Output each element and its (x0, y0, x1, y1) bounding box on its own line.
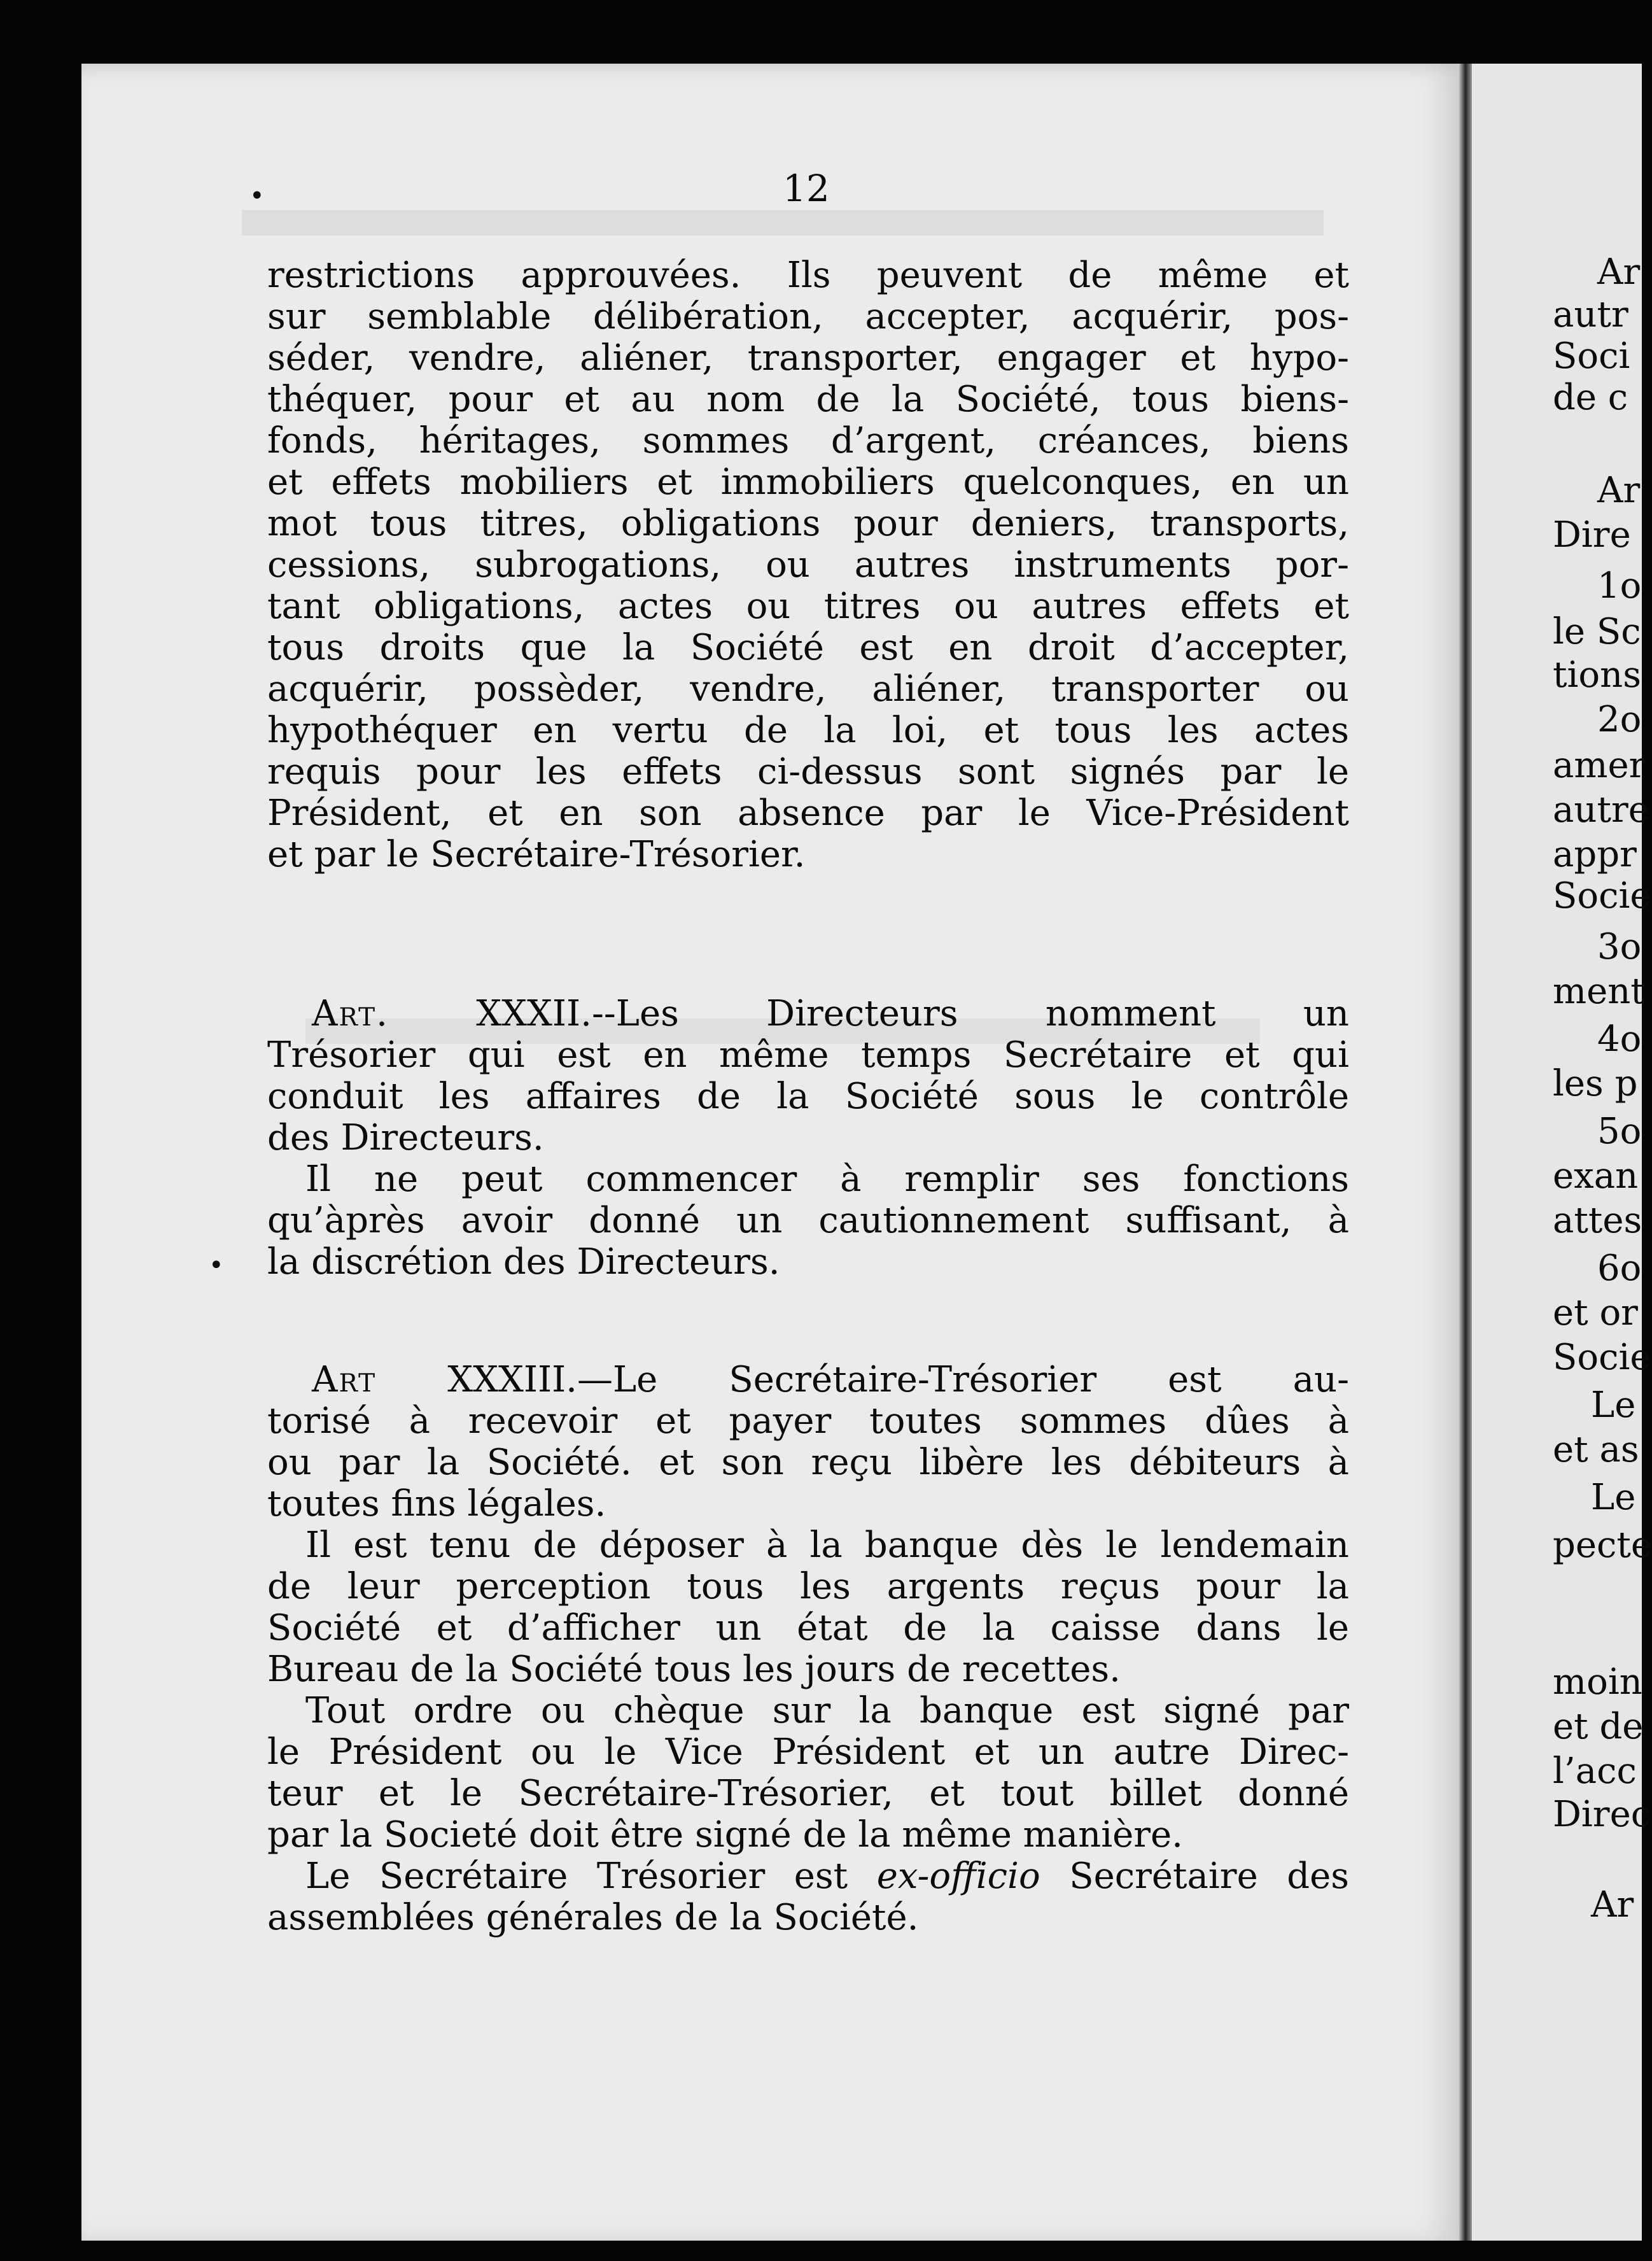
article-32 (267, 993, 1349, 1283)
article-heading-line (267, 1359, 1349, 1400)
right-page-fragment: 6o (1597, 1248, 1642, 1289)
text-line: Société et d’afficher un état de la caisse dans le (267, 1607, 1349, 1649)
article-number: XXXIII. (447, 1359, 577, 1400)
right-page-fragment: appr (1553, 834, 1637, 875)
text-line: —Le Secrétaire-Trésorier est au- (577, 1359, 1349, 1400)
text-line: ou par la Société. et son reçu libère les débiteurs à (267, 1442, 1349, 1483)
right-page-fragment: et as (1553, 1429, 1639, 1470)
article-heading-line (267, 993, 1349, 1034)
latin-term: ex-officio (876, 1856, 1040, 1897)
right-page-fragment: 3o (1597, 926, 1642, 968)
text-line: Tout ordre ou chèque sur la banque est signé par (305, 1690, 1349, 1731)
right-page-fragment: Soci (1553, 335, 1630, 377)
article-33 (267, 1359, 1349, 1938)
text-line: Bureau de la Société tous les jours de recettes. (267, 1649, 1121, 1690)
text-line: tant obligations, actes ou titres ou autres effets et (267, 586, 1349, 627)
right-page-fragment: Dire (1553, 514, 1631, 556)
text-line: la discrétion des Directeurs. (267, 1241, 780, 1283)
text-line: mot tous titres, obligations pour deniers, transports, (267, 503, 1349, 544)
text-line: --Les Directeurs nomment un (591, 993, 1349, 1034)
text-line: cessions, subrogations, ou autres instruments por- (267, 544, 1349, 586)
text-line: tous droits que la Société est en droit d’accepter, (267, 627, 1349, 668)
text-line: requis pour les effets ci-dessus sont signés par le (267, 751, 1349, 792)
text-line: torisé à recevoir et payer toutes sommes dûes à (267, 1400, 1349, 1442)
text-line: de leur perception tous les argents reçus pour la (267, 1566, 1349, 1607)
right-page-fragment: 2o (1597, 699, 1642, 740)
text-fragment: Le Secrétaire Trésorier est (305, 1856, 877, 1897)
text-line: des Directeurs. (267, 1117, 544, 1159)
text-line: fonds, héritages, sommes d’argent, créances, biens (267, 420, 1349, 461)
right-page-fragment: les p (1553, 1063, 1638, 1104)
text-line: le Président ou le Vice Président et un autre Direc- (267, 1731, 1349, 1773)
text-fragment: Secrétaire des (1040, 1856, 1349, 1897)
text-line: acquérir, possèder, vendre, aliéner, transporter ou (267, 668, 1349, 710)
right-page-fragment: ment (1553, 971, 1645, 1012)
text-line: restrictions approuvées. Ils peuvent de même et (267, 255, 1349, 296)
text-line: théquer, pour et au nom de la Société, tous biens- (267, 379, 1349, 420)
right-page-fragment: attes (1553, 1200, 1642, 1241)
right-page-fragment: le Sc (1553, 611, 1641, 652)
right-page-fragment: exan (1553, 1155, 1639, 1197)
right-page-fragment: Le (1591, 1384, 1636, 1426)
text-line: conduit les affaires de la Société sous le contrôle (267, 1076, 1349, 1117)
right-page-fragment: tions (1553, 654, 1641, 696)
paragraph-continuation (267, 255, 1349, 875)
right-page-fragment: 1o (1597, 565, 1642, 607)
right-page-fragment: Ar (1591, 1884, 1634, 1926)
margin-mark: • (249, 181, 265, 211)
right-page-fragment: autr (1553, 294, 1628, 335)
text-line: Il est tenu de déposer à la banque dès le lendemain (305, 1525, 1349, 1566)
bleed-through-texture (242, 210, 1324, 236)
text-line: et par le Secrétaire-Trésorier. (267, 834, 806, 875)
right-page-fragment: moin (1553, 1661, 1642, 1703)
text-line: Président, et en son absence par le Vice-Président (267, 792, 1349, 834)
text-line: et effets mobiliers et immobiliers quelconques, en un (267, 461, 1349, 503)
right-page-fragment: Ar (1597, 251, 1641, 293)
right-page-fragment: autre (1553, 789, 1649, 831)
text-line: séder, vendre, aliéner, transporter, engager et hypo- (267, 337, 1349, 379)
article-label: Art (312, 1359, 377, 1400)
right-page-fragment: Socie (1553, 1337, 1651, 1378)
right-page-fragment: pecte (1553, 1525, 1652, 1566)
text-line: teur et le Secrétaire-Trésorier, et tout billet donné (267, 1773, 1349, 1814)
text-line: sur semblable délibération, accepter, acquérir, pos- (267, 296, 1349, 337)
right-page-fragment: et or (1553, 1292, 1638, 1334)
right-page-fragment: l’acc (1553, 1750, 1637, 1792)
text-line: Trésorier qui est en même temps Secrétaire et qui (267, 1034, 1349, 1076)
right-page-fragment: et de (1553, 1706, 1644, 1747)
right-page-fragment: amer (1553, 745, 1646, 786)
right-page-fragment: Le (1591, 1477, 1636, 1518)
right-page-fragment: Ar (1597, 470, 1641, 511)
text-line (267, 1856, 1349, 1897)
article-number: XXXII. (476, 993, 592, 1034)
book-gutter (1459, 64, 1472, 2241)
text-line: Il ne peut commencer à remplir ses fonctions (305, 1159, 1349, 1200)
text-line: par la Societé doit être signé de la même manière. (267, 1814, 1183, 1856)
right-page-fragment: Socie (1553, 875, 1651, 917)
article-label: Art. (312, 993, 389, 1034)
text-line: assemblées générales de la Société. (267, 1897, 919, 1938)
text-line: qu’àprès avoir donné un cautionnement suffisant, à (267, 1200, 1349, 1241)
text-line: hypothéquer en vertu de la loi, et tous les actes (267, 710, 1349, 751)
right-page-fragment: 4o (1597, 1018, 1642, 1060)
text-line: toutes fins légales. (267, 1483, 606, 1525)
margin-mark: • (209, 1251, 224, 1280)
right-page-fragment: 5o (1597, 1111, 1642, 1152)
right-page-fragment: Direc (1553, 1794, 1651, 1835)
right-page-fragment: de c (1553, 377, 1628, 418)
page-number: 12 (783, 167, 830, 210)
